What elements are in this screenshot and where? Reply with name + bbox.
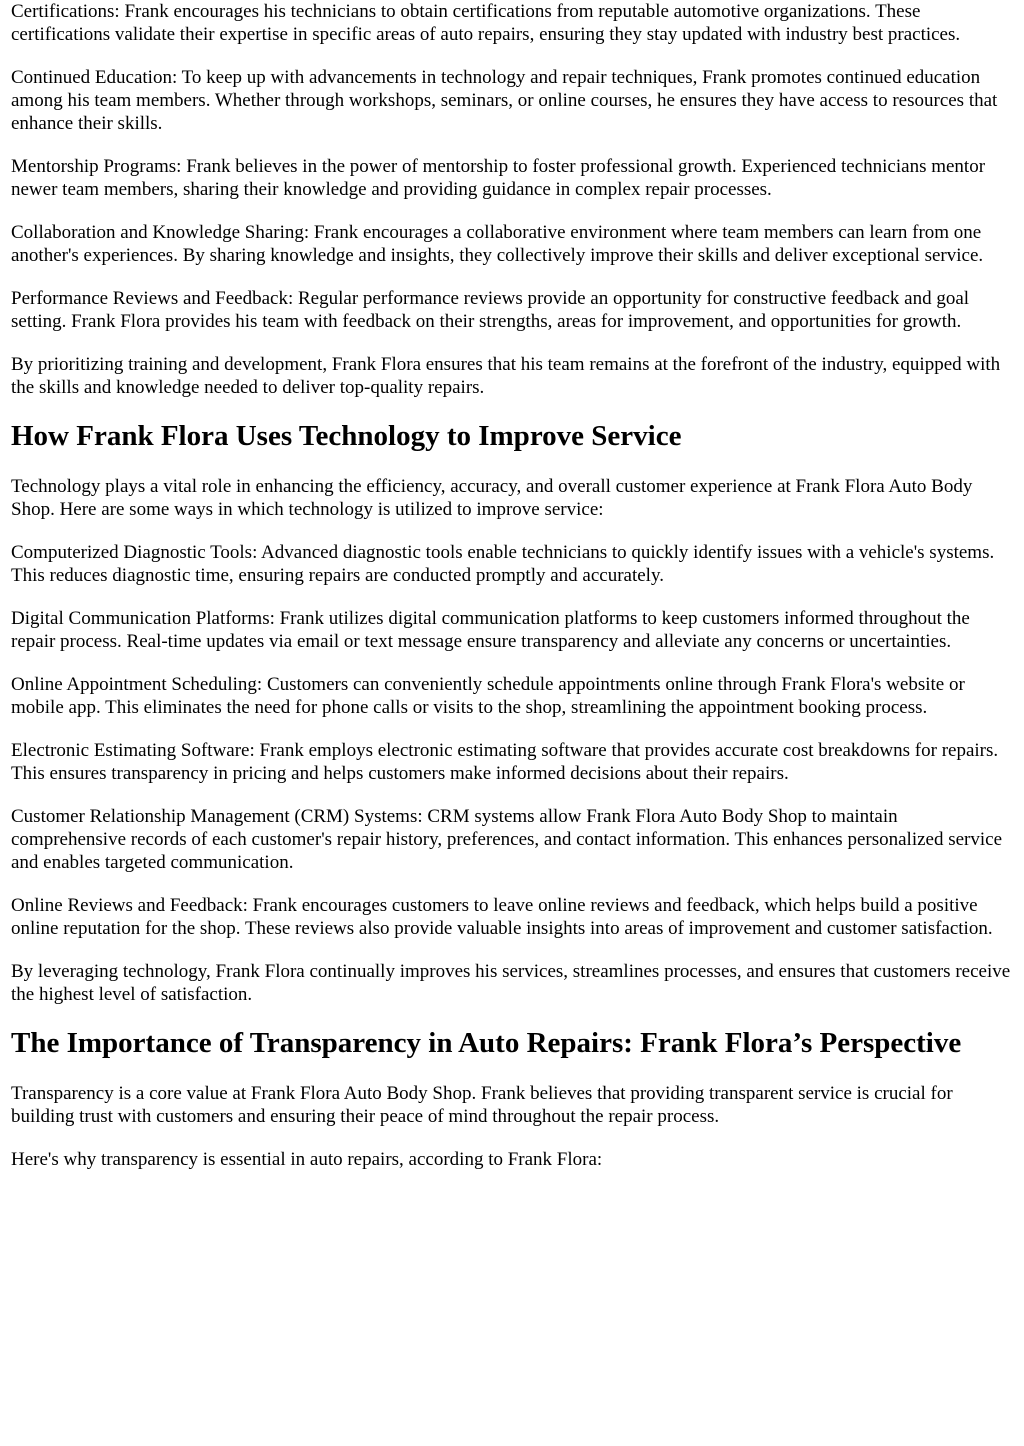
paragraph-online-reviews: Online Reviews and Feedback: Frank encourages customers to leave online reviews and feedback, which helps build a positive online reputation for the shop. These reviews also provide valuable insights into areas of improvement and customer satisfaction.	[11, 895, 993, 939]
paragraph-digital-communication: Digital Communication Platforms: Frank utilizes digital communication platforms to keep customers informed throughout the repair process. Real-time updates via email or text message ensure transparency and alleviate any concerns or uncertainties.	[11, 608, 970, 652]
paragraph-continued-education: Continued Education: To keep up with advancements in technology and repair techniques, Frank promotes continued education among his team members. Whether through workshops, seminars, or online courses, he ensures they have access to resources that enhance their skills.	[11, 67, 998, 134]
paragraph-transparency-intro: Transparency is a core value at Frank Flora Auto Body Shop. Frank believes that providing transparent service is crucial for building trust with customers and ensuring their peace of mind throughout the repair process.	[11, 1083, 953, 1127]
section-training	[11, 0, 1013, 399]
heading-transparency: The Importance of Transparency in Auto Repairs: Frank Flora’s Perspective	[11, 1027, 962, 1059]
paragraph-online-scheduling: Online Appointment Scheduling: Customers can conveniently schedule appointments online through Frank Flora's website or mobile app. This eliminates the need for phone calls or visits to the shop, streamlining the appointment booking process.	[11, 674, 965, 718]
paragraph-diagnostic-tools: Computerized Diagnostic Tools: Advanced diagnostic tools enable technicians to quickly identify issues with a vehicle's systems. This reduces diagnostic time, ensuring repairs are conducted promptly and accurately.	[11, 542, 995, 586]
paragraph-transparency-why: Here's why transparency is essential in auto repairs, according to Frank Flora:	[11, 1149, 603, 1170]
heading-technology: How Frank Flora Uses Technology to Improve Service	[11, 420, 682, 452]
paragraph-electronic-estimating: Electronic Estimating Software: Frank employs electronic estimating software that provides accurate cost breakdowns for repairs. This ensures transparency in pricing and helps customers make informed decisions about their repairs.	[11, 740, 999, 784]
section-transparency	[11, 1026, 1013, 1171]
paragraph-technology-summary: By leveraging technology, Frank Flora continually improves his services, streamlines processes, and ensures that customers receive the highest level of satisfaction.	[11, 961, 1011, 1005]
paragraph-training-summary: By prioritizing training and development, Frank Flora ensures that his team remains at the forefront of the industry, equipped with the skills and knowledge needed to deliver top-quality repairs.	[11, 354, 1001, 398]
paragraph-crm-systems: Customer Relationship Management (CRM) Systems: CRM systems allow Frank Flora Auto Body Shop to maintain comprehensive records of each customer's repair history, preferences, and contact information. This enhances personalized service and enables targeted communication.	[11, 806, 1003, 873]
section-technology	[11, 419, 1013, 1006]
paragraph-certifications: Certifications: Frank encourages his technicians to obtain certifications from reputable automotive organizations. These certifications validate their expertise in specific areas of auto repairs, ensuring they stay updated with industry best practices.	[11, 1, 961, 45]
paragraph-collaboration: Collaboration and Knowledge Sharing: Frank encourages a collaborative environment where team members can learn from one another's experiences. By sharing knowledge and insights, they collectively improve their skills and deliver exceptional service.	[11, 222, 984, 266]
paragraph-performance-reviews: Performance Reviews and Feedback: Regular performance reviews provide an opportunity for constructive feedback and goal setting. Frank Flora provides his team with feedback on their strengths, areas for improvement, and opportunities for growth.	[11, 288, 970, 332]
paragraph-technology-intro: Technology plays a vital role in enhancing the efficiency, accuracy, and overall customer experience at Frank Flora Auto Body Shop. Here are some ways in which technology is utilized to improve service:	[11, 476, 973, 520]
paragraph-mentorship-programs: Mentorship Programs: Frank believes in the power of mentorship to foster professional growth. Experienced technicians mentor newer team members, sharing their knowledge and providing guidance in complex repair processes.	[11, 156, 986, 200]
